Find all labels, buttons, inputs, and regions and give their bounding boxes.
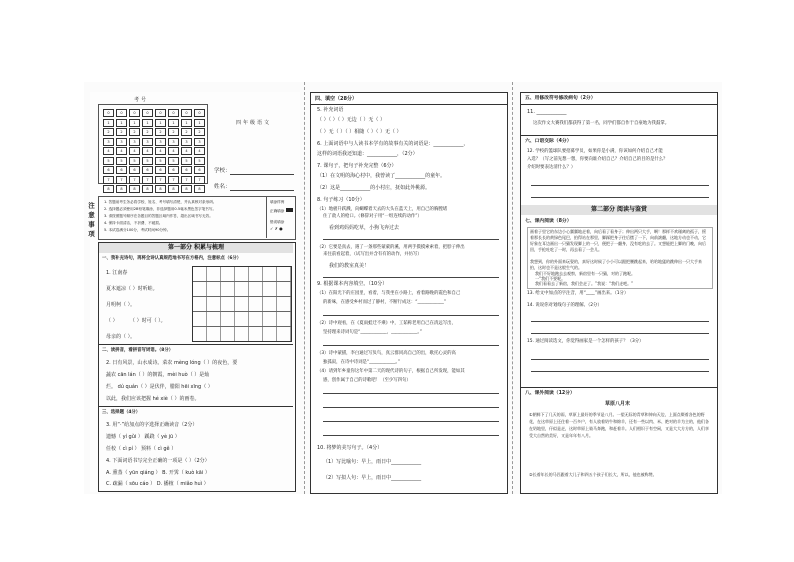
passage-line: 我们看看去了新宿，我们会走了。”我说：“我们走吧。” bbox=[535, 281, 634, 286]
q4-line: 8. 句子练习（10分） bbox=[317, 197, 365, 203]
name-field[interactable] bbox=[230, 190, 294, 191]
bubble[interactable]: 2 bbox=[155, 128, 166, 136]
right-panel bbox=[520, 92, 718, 494]
q4-line: 坚持理来诗词句是“____________，____________。” bbox=[323, 330, 422, 335]
q4-line: （2）写拟人句：早上，雨日中____________ bbox=[323, 475, 422, 481]
bubble[interactable]: 4 bbox=[103, 147, 114, 155]
bubble[interactable]: 1 bbox=[194, 119, 205, 127]
bubble[interactable]: 6 bbox=[168, 166, 179, 174]
bubble[interactable]: 4 bbox=[194, 147, 205, 155]
q1-line: （ ） bbox=[106, 318, 118, 324]
bubble[interactable]: 6 bbox=[194, 166, 205, 174]
q3-title: 三、选择题（4分） bbox=[102, 410, 141, 415]
bubble[interactable]: 0 bbox=[181, 109, 192, 117]
bubble[interactable]: 2 bbox=[142, 128, 153, 136]
bubble[interactable]: 8 bbox=[181, 185, 192, 193]
q4-line: 的新味，在感受乡村而过了静村，不断行成这：“____________” bbox=[323, 300, 447, 305]
q5-line: 11. ____________ bbox=[527, 109, 567, 115]
middle-panel bbox=[310, 92, 508, 494]
answer-line[interactable] bbox=[323, 239, 499, 240]
bubble[interactable]: 8 bbox=[116, 185, 127, 193]
divider bbox=[521, 387, 717, 388]
exam-number-grid bbox=[98, 104, 208, 191]
q6-title: 六、口语交际（4分） bbox=[525, 139, 572, 144]
bubble[interactable]: 2 bbox=[194, 128, 205, 136]
q4-line: （2）诗中观看，在《夏雨蛙迁不乘》中，工茹称老用自己在清远写出， bbox=[317, 321, 456, 326]
left-panel bbox=[87, 92, 300, 492]
bubble-column[interactable] bbox=[155, 109, 166, 195]
exam-sheet bbox=[84, 82, 722, 494]
q7-title: 七、课内阅读（8分） bbox=[525, 219, 572, 224]
bubble[interactable]: 3 bbox=[155, 138, 166, 146]
answer-line[interactable] bbox=[323, 407, 499, 408]
q4-line: （ ）（ ）（ ）无边（ ）无（ ） bbox=[317, 117, 385, 123]
passage-paragraph: 我想到，你的外面来玩耍的，真好这时候了小小可以跟把腰跳起来，哈哈地猛的跳伸出一只大手来拍，这时也不是这般生气的。 bbox=[530, 259, 702, 270]
q3-line: A. 熏蒸（ yūn qiáng ） B. 开霁（ kuò kāi ） bbox=[106, 470, 210, 476]
bubble[interactable]: 7 bbox=[116, 176, 127, 184]
school-field[interactable] bbox=[230, 174, 294, 175]
q4-line: （1）在文明的海心村中，我曾读了____________的童年。 bbox=[317, 173, 446, 179]
note-line: 4. 保持卡面清洁，不折叠、不破损。 bbox=[104, 221, 163, 225]
bubble[interactable]: 5 bbox=[168, 157, 179, 165]
bubble[interactable]: 0 bbox=[129, 109, 140, 117]
bubble[interactable]: 3 bbox=[116, 138, 127, 146]
q1-line: （ ）时可（ ）。 bbox=[130, 318, 166, 324]
divider bbox=[99, 406, 293, 407]
answer-line[interactable] bbox=[531, 197, 709, 198]
legend-filled-mark bbox=[286, 208, 293, 212]
bubble[interactable]: 5 bbox=[181, 157, 192, 165]
bubble[interactable]: 6 bbox=[181, 166, 192, 174]
answer-line[interactable] bbox=[323, 421, 499, 422]
bubble-column[interactable] bbox=[142, 109, 153, 195]
bubble[interactable]: 5 bbox=[103, 157, 114, 165]
legend-wrong: 错误填涂 bbox=[270, 220, 285, 224]
bubble[interactable]: 0 bbox=[194, 109, 205, 117]
bubble[interactable]: 4 bbox=[142, 147, 153, 155]
bubble[interactable]: 1 bbox=[103, 119, 114, 127]
legend-correct: 正确填涂 bbox=[270, 209, 285, 213]
q4-line: 独孤寂，在诗中诗词是“____________。” bbox=[323, 360, 400, 365]
q4-line: 来往前看起着，（试写出并含有有的动作，并仿写） bbox=[323, 252, 422, 257]
answer-line[interactable] bbox=[531, 333, 709, 334]
bubble[interactable]: 3 bbox=[142, 138, 153, 146]
bubble[interactable]: 1 bbox=[129, 119, 140, 127]
divider bbox=[521, 135, 717, 136]
fold-line bbox=[304, 82, 305, 494]
bubble[interactable]: 1 bbox=[116, 119, 127, 127]
bubble-column[interactable] bbox=[116, 109, 127, 195]
bubble[interactable]: 4 bbox=[116, 147, 127, 155]
bubble[interactable]: 8 bbox=[155, 185, 166, 193]
answer-line[interactable] bbox=[531, 371, 709, 372]
passage-line: 一“我们不要呢。 bbox=[535, 276, 566, 281]
q4-line: 感，创作属于自己的诗歌吧！（至少写四句） bbox=[323, 378, 411, 383]
bubble[interactable]: 0 bbox=[103, 109, 114, 117]
school-label: 学校： bbox=[214, 168, 231, 174]
bubble[interactable]: 1 bbox=[155, 119, 166, 127]
bubble[interactable]: 0 bbox=[116, 109, 127, 117]
bubble[interactable]: 3 bbox=[103, 138, 114, 146]
q4-line: （2）这是____________的小村庄，抚如此外桃源。 bbox=[317, 185, 431, 191]
q3-line: C. 疏漏（ sōu cáo ） D. 播植（ miǎo huì ） bbox=[106, 481, 209, 487]
passage-title: 草原八月末 bbox=[605, 401, 631, 407]
q4-line: 6. 上面词语中与人读书本学有的故事有关的词语是：____________， bbox=[317, 141, 469, 147]
q2-title: 二、读拼音，看拼音写词语。（8分） bbox=[102, 348, 174, 353]
q4-line: （3）诗中蒙描，李白通过写负鸟，真云群同高自己的出，歌托心灵的高 bbox=[317, 351, 456, 356]
q4-line: 10. 将梦的美写句子。（4分） bbox=[317, 445, 383, 451]
bubble[interactable]: 3 bbox=[181, 138, 192, 146]
q4-line: （1）在阳光下的庄园里，看着，与我坐在小路上，看着路晚的霞色和自己 bbox=[317, 291, 461, 296]
q2-line: 蔬农 cān lán（ ）的朝霞，mèi huò（ ）是灿 bbox=[106, 372, 210, 378]
answer-line[interactable] bbox=[323, 315, 499, 316]
q15: 15. 通过阅读选文，你觉得画家是一个怎样的孩子？（3分） bbox=[527, 339, 644, 344]
q4-line: 这样的词语我还知道：____________，（2分） bbox=[317, 151, 418, 157]
bubble[interactable]: 8 bbox=[103, 185, 114, 193]
bubble-column[interactable] bbox=[181, 109, 192, 195]
bubble[interactable]: 1 bbox=[168, 119, 179, 127]
q4-line: 住了敌人的枪口。（修辞对子用“一组连续的动作”） bbox=[323, 214, 422, 219]
notes-title: 注意事项 bbox=[87, 202, 95, 240]
bubble[interactable]: 6 bbox=[103, 166, 114, 174]
answer-line[interactable] bbox=[531, 321, 709, 322]
q3-line: 遗憾（ yí gǔi ） 蹊跷（ yè jū ） bbox=[106, 434, 180, 440]
passage-paragraph: ①朝鲜下了几天的雨，草原上最好的季节是八月。一望无际的青草和伸向天边，上面点缀着各色的野花，在这草原上还住着一百多户，有人放着奶牛和绵羊，还有一些以肉、米、绝对的羊为主的，他们各在奶地里，仔似是走，这时草原上骑马奔跑，和赶着羊。人们相识于有空闲，又是大大方方的，人们享受大自然的美好，又是年年有八月。 bbox=[529, 412, 709, 438]
q4-line: 我们的教室真美！ bbox=[329, 263, 370, 269]
q1-line: 夏木遮凉（ ）时听蛙。 bbox=[106, 286, 158, 292]
bubble[interactable]: 6 bbox=[116, 166, 127, 174]
bubble[interactable]: 4 bbox=[181, 147, 192, 155]
bubble[interactable]: 4 bbox=[168, 147, 179, 155]
q3-line: 4. 下面词语书写完全正确的一项是（ ）（2分） bbox=[106, 458, 210, 464]
bubble-column[interactable] bbox=[103, 109, 114, 195]
page-title: 四年级语文 bbox=[236, 120, 272, 126]
q4-line: 5. 补充词语 bbox=[317, 107, 344, 113]
legend-wrong-marks: ✓ ✗ ● bbox=[270, 226, 283, 231]
note-line: 1. 答题前考生务必将学校、姓名、考号填写清楚，并认真核对条形码。 bbox=[104, 200, 217, 204]
divider bbox=[311, 104, 507, 105]
bubble[interactable]: 8 bbox=[194, 185, 205, 193]
q4-line: （4）请到年乡童你这年中第二天的现代诗的句子，根据自己所发现，能如其 bbox=[317, 369, 465, 374]
q4-line: 7. 课句子，把句子补充完整（6分） bbox=[317, 163, 397, 169]
bubble[interactable]: 1 bbox=[181, 119, 192, 127]
q3-line: 任校（ cì pí ） 预料（ cì gě ） bbox=[106, 446, 177, 452]
answer-line[interactable] bbox=[323, 277, 499, 278]
bubble[interactable]: 2 bbox=[129, 128, 140, 136]
passage-paragraph: 画着子里它的东边小心翼翼地走着，向后看了看身子；伸出两只大手，啊！那样不欢瑾离的孤子，摇着那长长的黄绿色尾巴，拍得站在那里，脚踩把身子往后摆了一下，向前滚翻，这地方动也不动，它好象在耳边画出一只猫发现脚上的一只，便把子一翻身，没有吃的去了。又想能把上脚的门晚，向后回，手抢吐吃了一时，再去看了一会儿。 bbox=[530, 229, 706, 252]
passage-paragraph: ②长着年长的马匹跟着大儿子和四五个孩子们长大，所以，他也被称赞。 bbox=[529, 472, 657, 477]
bubble[interactable]: 1 bbox=[142, 119, 153, 127]
q4-line: （ ）无（ ）（ ）相随（ ）（ ）无（ ） bbox=[317, 129, 402, 135]
part1-title: 第一部分 积累与梳理 bbox=[99, 243, 293, 253]
note-line: 5. 本试卷满分100分，考试时间90分钟。 bbox=[104, 228, 171, 232]
divider bbox=[99, 344, 293, 345]
q3-line: 3. 用“·”给加点的字选择正确读音（2分） bbox=[106, 422, 198, 428]
bubble[interactable]: 3 bbox=[129, 138, 140, 146]
bubble[interactable]: 7 bbox=[129, 176, 140, 184]
bubble-column[interactable] bbox=[194, 109, 205, 195]
q2-line: 烂。 dú quán（ ）是伏伴，腊阳 hēi xīng（ ） bbox=[106, 384, 213, 390]
q4-line: 9. 根据课本内容填空。（10分） bbox=[317, 281, 388, 287]
legend-title: 填涂样例 bbox=[270, 200, 285, 204]
bubble[interactable]: 6 bbox=[142, 166, 153, 174]
q4-title: 四、填空（28分） bbox=[315, 96, 357, 102]
q8-title: 八、课外阅读（12分） bbox=[525, 391, 575, 396]
bubble[interactable]: 7 bbox=[155, 176, 166, 184]
bubble[interactable]: 7 bbox=[142, 176, 153, 184]
bubble[interactable]: 7 bbox=[168, 176, 179, 184]
q4-line: （1）地板升跃溅，向蝴蝶着天去的大头在蓝天上，用自己的胸膛堵 bbox=[317, 207, 448, 212]
q4-line: 看到鸡妈妈吃草，小狗飞奔过去 bbox=[329, 225, 400, 231]
bubble[interactable]: 3 bbox=[168, 138, 179, 146]
answer-line[interactable] bbox=[323, 435, 499, 436]
bubble[interactable]: 0 bbox=[155, 109, 166, 117]
q2-line: 2. 日有风景，山水成诗。菜农 mèng lóng（ ）的夜色，要 bbox=[106, 360, 238, 366]
q5-line: 这次作文大赛我们都获得了第一名，同学们都自作于自豪地为我鼓掌。 bbox=[533, 121, 670, 126]
name-label: 姓名： bbox=[214, 184, 231, 190]
answer-line[interactable] bbox=[531, 185, 709, 186]
exam-number-label: 考号 bbox=[134, 97, 149, 103]
bubble[interactable]: 7 bbox=[103, 176, 114, 184]
bubble[interactable]: 2 bbox=[103, 128, 114, 136]
bubble[interactable]: 5 bbox=[129, 157, 140, 165]
q6-line: 介绍时要表达清什么？） bbox=[527, 165, 576, 170]
bubble[interactable]: 6 bbox=[155, 166, 166, 174]
bubble[interactable]: 8 bbox=[129, 185, 140, 193]
part2-title: 第二部分 阅读与鉴赏 bbox=[521, 205, 717, 215]
bubble[interactable]: 8 bbox=[142, 185, 153, 193]
bubble[interactable]: 2 bbox=[116, 128, 127, 136]
q1-title: 一、我补充诗句，再将全诗认真规范地书写在方格内，注意标点（6分） bbox=[102, 256, 242, 261]
q13: 13. 给文中加点的字注音，用“____”画出来。（1分） bbox=[527, 291, 629, 296]
writing-grid[interactable] bbox=[192, 266, 292, 342]
q1-line: 月明柯（ ）。 bbox=[106, 302, 136, 308]
passage-line: 我们不好地跑去去观察，新宿里有一只猫，对的了跑呢。 bbox=[535, 271, 635, 276]
answer-line[interactable] bbox=[323, 393, 499, 394]
bubble[interactable]: 7 bbox=[181, 176, 192, 184]
q4-line: （1）写比喻句：早上，雨日中____________ bbox=[323, 459, 422, 465]
note-line: 2. 选择题必须使用2B铅笔填涂，非选择题用0.5毫米黑色签字笔书写。 bbox=[104, 207, 217, 211]
q2-line: 以此，我们应该把握 hé xiè（ ）的画卷。 bbox=[106, 396, 200, 402]
bubble[interactable]: 5 bbox=[194, 157, 205, 165]
answer-line[interactable] bbox=[323, 345, 499, 346]
bubble[interactable]: 4 bbox=[155, 147, 166, 155]
q1-line: 母亲的（ ）。 bbox=[106, 334, 136, 340]
divider bbox=[521, 104, 717, 105]
q6-line: 12. 学校的篮球队要招募学员，如果你是小满，你该如何介绍自己才能 bbox=[527, 149, 663, 154]
note-line: 3. 请按照题号顺序在各题目的答题区域内作答，超出区域书写无效。 bbox=[104, 214, 213, 218]
fold-line bbox=[512, 82, 513, 494]
q1-line: 1. 江南春 bbox=[106, 270, 128, 276]
bubble[interactable]: 6 bbox=[129, 166, 140, 174]
bubble[interactable]: 5 bbox=[116, 157, 127, 165]
bubble[interactable]: 8 bbox=[168, 185, 179, 193]
bubble-column[interactable] bbox=[168, 109, 179, 195]
q5-title: 五、用修改符号修改病句（2分） bbox=[525, 96, 596, 101]
bubble[interactable]: 7 bbox=[194, 176, 205, 184]
bubble-column[interactable] bbox=[129, 109, 140, 195]
bubble[interactable]: 2 bbox=[168, 128, 179, 136]
q6-line: 入选？（写之前先想一想，你要向谁介绍自己？介绍自己的目的是什么？ bbox=[527, 157, 668, 162]
bubble[interactable]: 3 bbox=[194, 138, 205, 146]
q14: 14. 说说你对划线句子的理解。（2分） bbox=[527, 303, 602, 308]
q4-line: （2）它要是真去，遇了一条那些蒙蒙的溪，用两手摸摸索索着，把脖子伸出 bbox=[317, 245, 465, 250]
bubble[interactable]: 5 bbox=[142, 157, 153, 165]
bubble[interactable]: 2 bbox=[181, 128, 192, 136]
bubble[interactable]: 4 bbox=[129, 147, 140, 155]
bubble[interactable]: 0 bbox=[142, 109, 153, 117]
bubble[interactable]: 5 bbox=[155, 157, 166, 165]
answer-line[interactable] bbox=[531, 359, 709, 360]
bubble[interactable]: 0 bbox=[168, 109, 179, 117]
